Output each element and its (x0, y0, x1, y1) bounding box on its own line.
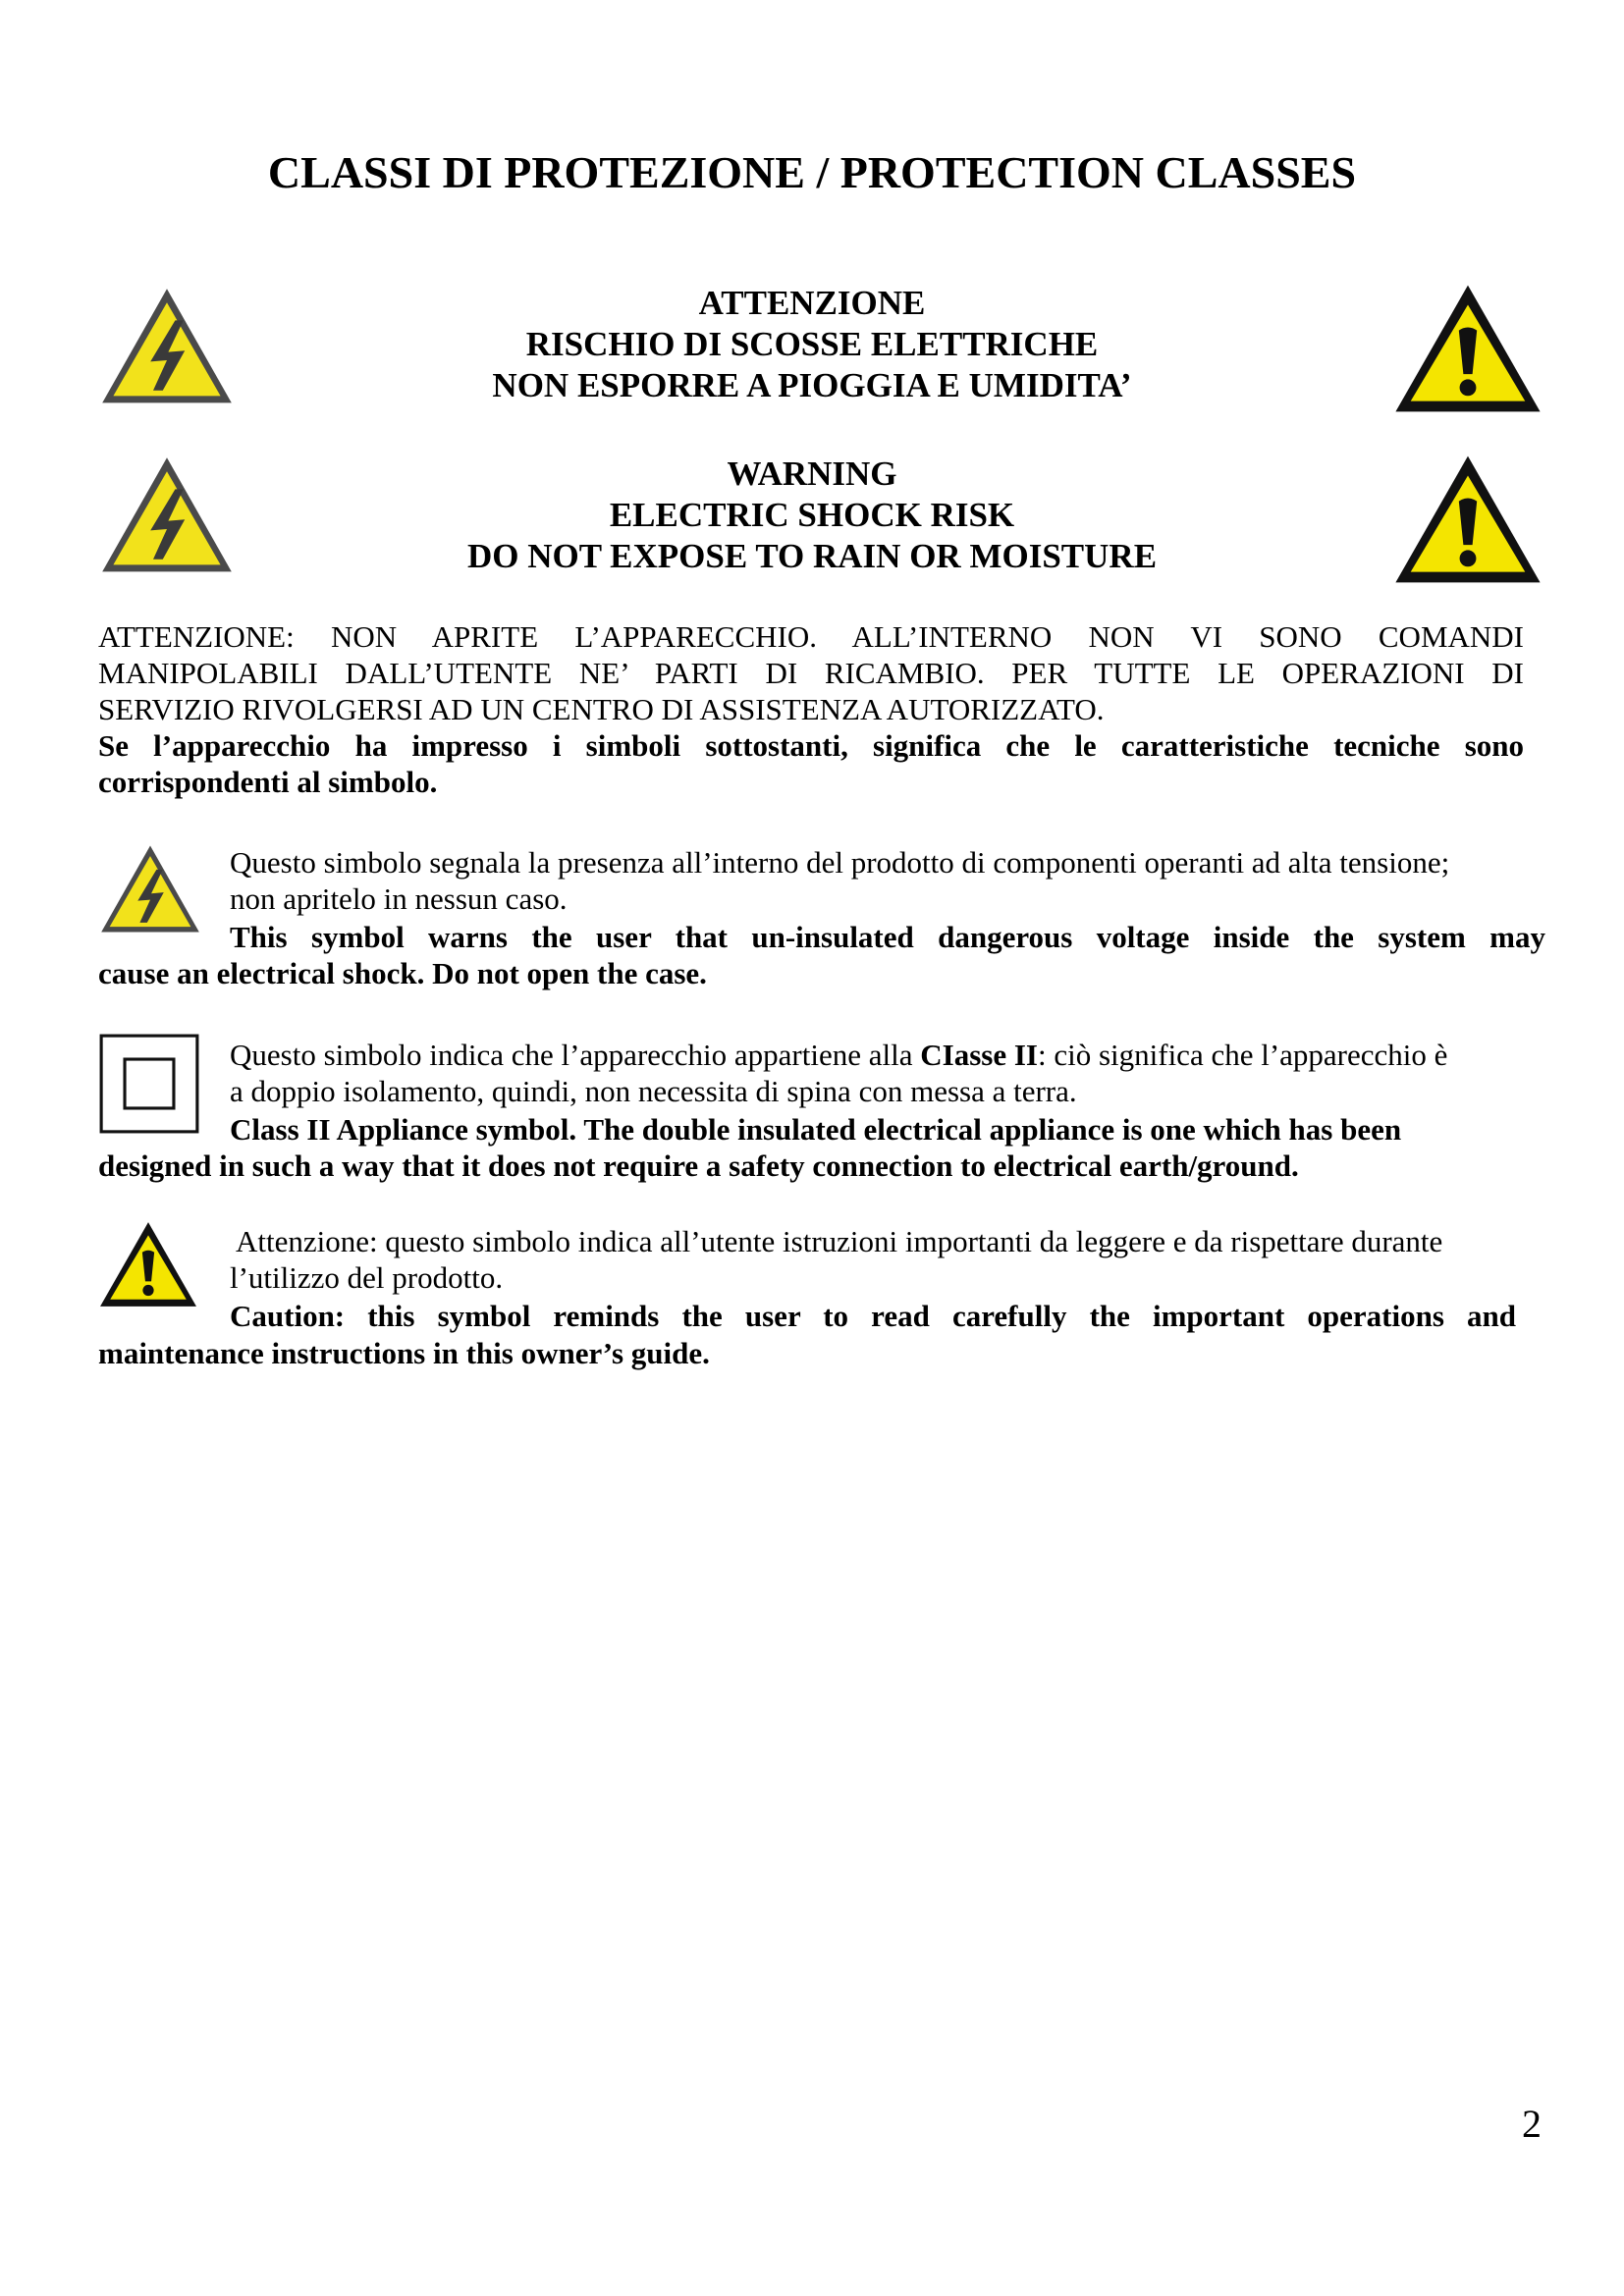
class2-italian-text: Questo simbolo indica che l’apparecchio appartiene alla (230, 1038, 921, 1072)
class2-description-english-first (230, 1111, 1545, 1148)
exclamation-warning-icon (98, 1217, 198, 1311)
warning-english-block (0, 454, 1624, 577)
class2-italian-text: : ciò significa che l’apparecchio è (1037, 1038, 1448, 1072)
voltage-english-line: This symbol warns the user that un-insulated dangerous voltage inside the system may (230, 920, 1545, 954)
class2-english-line: designed in such a way that it does not require a safety connection to electrical earth/ground. (98, 1148, 1299, 1183)
voltage-description-italian (230, 844, 1545, 917)
notice-bold-line: Se l’apparecchio ha impresso i simboli sottostanti, significa che le caratteristiche tecniche sono (98, 728, 1524, 763)
caution-english-line: maintenance instructions in this owner’s guide. (98, 1336, 710, 1370)
notice-line: SERVIZIO RIVOLGERSI AD UN CENTRO DI ASSISTENZA AUTORIZZATO. (98, 692, 1105, 726)
caution-description-english-second (98, 1335, 710, 1371)
notice-bold-line: corrispondenti al simbolo. (98, 765, 438, 799)
class2-italian-line: a doppio isolamento, quindi, non necessita di spina con messa a terra. (230, 1074, 1077, 1108)
notice-line: ATTENZIONE: NON APRITE L’APPARECCHIO. ALL’INTERNO NON VI SONO COMANDI (98, 619, 1524, 654)
notice-line: MANIPOLABILI DALL’UTENTE NE’ PARTI DI RICAMBIO. PER TUTTE LE OPERAZIONI DI (98, 656, 1524, 690)
warning-italian-risk: RISCHIO DI SCOSSE ELETTRICHE (525, 325, 1099, 363)
caution-english-line: Caution: this symbol reminds the user to read carefully the important operations and (230, 1299, 1516, 1333)
notice-paragraph (98, 618, 1524, 800)
class2-italian-line (230, 1037, 1545, 1073)
warning-italian-exposure: NON ESPORRE A PIOGGIA E UMIDITA’ (492, 366, 1132, 404)
caution-description-english-first (230, 1298, 1516, 1334)
page-title: CLASSI DI PROTEZIONE / PROTECTION CLASSES (267, 147, 1357, 197)
warning-italian-title: ATTENZIONE (698, 284, 926, 322)
voltage-english-line: cause an electrical shock. Do not open the case. (98, 956, 707, 990)
exclamation-warning-icon (1390, 281, 1545, 416)
caution-description-italian (230, 1223, 1545, 1296)
voltage-italian-line: Questo simbolo segnala la presenza all’interno del prodotto di componenti operanti ad alta tensione; (230, 845, 1450, 880)
class2-description-italian (230, 1037, 1545, 1109)
voltage-description-english-second (98, 955, 707, 991)
exclamation-warning-icon (1390, 452, 1545, 587)
voltage-italian-line: non apritelo in nessun caso. (230, 881, 568, 916)
page-number: 2 (1522, 2102, 1542, 2146)
voltage-description-english-first (230, 919, 1545, 955)
class2-english-line: Class II Appliance symbol. The double insulated electrical appliance is one which has been (230, 1112, 1402, 1147)
warning-italian-block (0, 283, 1624, 406)
class-ii-double-insulation-icon (98, 1033, 200, 1135)
high-voltage-warning-icon (98, 842, 202, 936)
caution-italian-line: Attenzione: questo simbolo indica all’utente istruzioni importanti da leggere e da rispettare durante (230, 1224, 1443, 1258)
class2-description-english-second (98, 1148, 1299, 1184)
class2-label: CIasse II (920, 1038, 1038, 1072)
warning-english-risk: ELECTRIC SHOCK RISK (609, 496, 1015, 534)
caution-italian-line: l’utilizzo del prodotto. (230, 1260, 504, 1295)
warning-english-exposure: DO NOT EXPOSE TO RAIN OR MOISTURE (466, 537, 1158, 575)
warning-english-title: WARNING (727, 454, 897, 493)
